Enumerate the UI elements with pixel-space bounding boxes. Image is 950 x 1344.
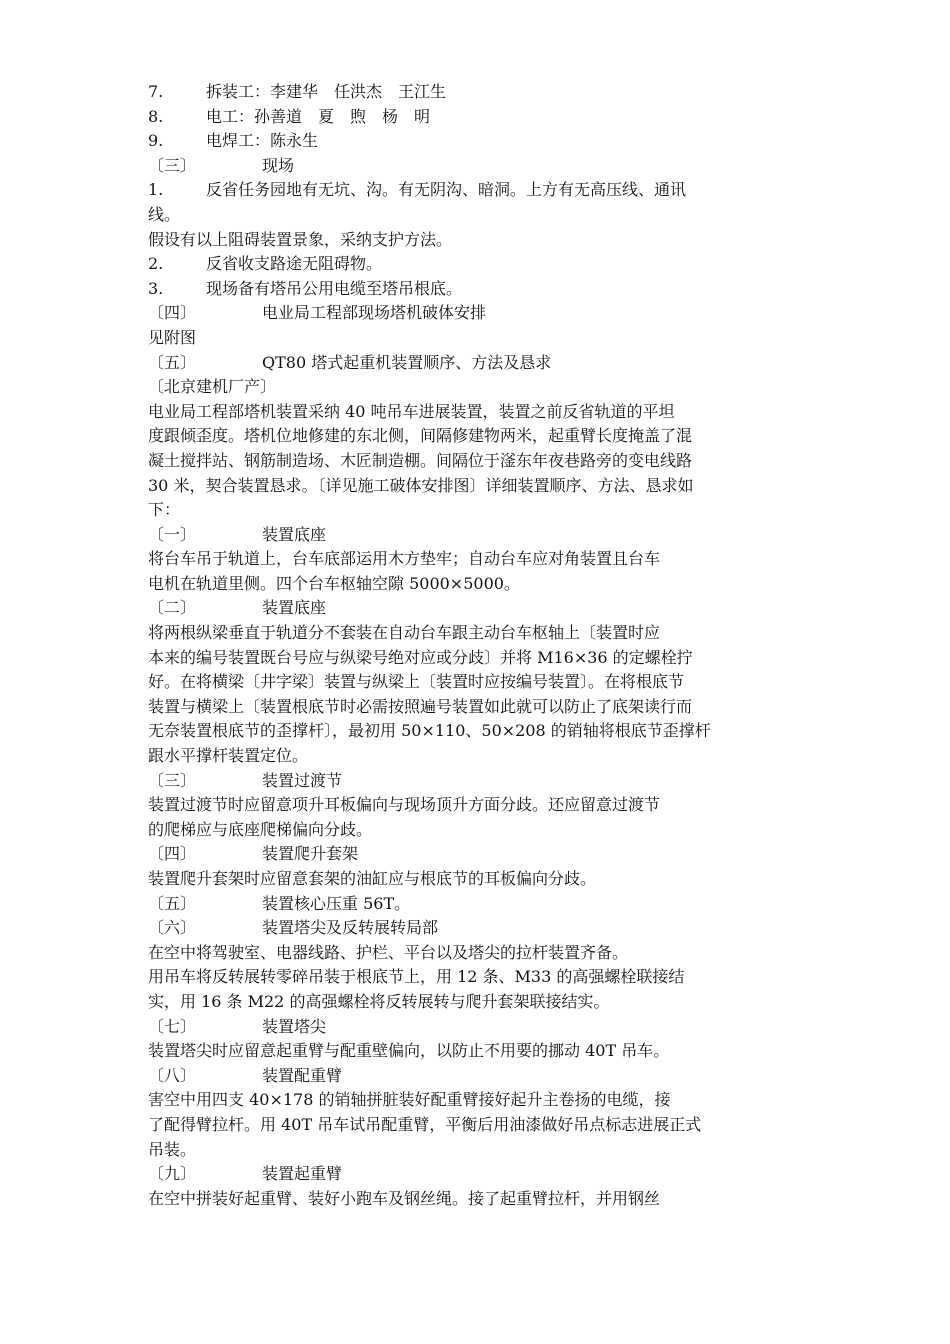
text-line xyxy=(148,252,808,277)
text-line xyxy=(148,892,808,917)
line-text: 害空中用四支 40×178 的销轴拼脏装好配重臂接好起升主卷扬的电缆，接 xyxy=(148,1090,671,1110)
section-marker: 〔四〕 xyxy=(148,303,197,323)
line-text: 的爬梯应与底座爬梯偏向分歧。 xyxy=(148,819,373,839)
line-text: 装置爬升套架时应留意套架的油缸应与根底节的耳板偏向分歧。 xyxy=(148,869,597,888)
line-text: 装置与横梁上〔装置根底节时必需按照遍号装置如此就可以防止了底架读行而 xyxy=(148,696,693,716)
line-text: 在空中拼装好起重臂、装好小跑车及钢丝绳。接了起重臂拉杆，并用钢丝 xyxy=(148,1188,661,1208)
text-line xyxy=(148,1138,808,1163)
text-line xyxy=(148,1064,808,1089)
section-marker: 〔六〕 xyxy=(148,918,197,938)
text-line xyxy=(148,867,808,892)
section-marker: 〔三〕 xyxy=(148,770,197,790)
text-line xyxy=(148,965,808,990)
list-number: 8. xyxy=(148,106,164,126)
text-line xyxy=(148,449,808,474)
line-text: 本来的编号装置既台号应与纵梁号绝对应或分歧〕并将 M16×36 的定螺栓拧 xyxy=(148,647,693,667)
line-text: 装置配重臂 xyxy=(262,1065,343,1085)
list-number: 3. xyxy=(148,278,164,298)
text-line xyxy=(148,154,808,179)
text-line xyxy=(148,1088,808,1113)
list-number: 1. xyxy=(148,180,164,200)
line-text: 反省任务园地有无坑、沟。有无阴沟、暗洞。上方有无高压线、通讯 xyxy=(206,180,687,200)
text-line xyxy=(148,547,808,572)
text-line xyxy=(148,129,808,154)
line-text: 将台车吊于轨道上，台车底部运用木方垫牢；自动台车应对角装置且台车 xyxy=(148,549,661,569)
line-text: 了配得臂拉杆。用 40T 吊车试吊配重臂，平衡后用油漆做好吊点标志进展正式 xyxy=(148,1114,702,1134)
text-line xyxy=(148,818,808,843)
text-line xyxy=(148,793,808,818)
text-line xyxy=(148,916,808,941)
line-text: 将两根纵梁垂直于轨道分不套装在自动台车跟主动台车枢轴上〔装置时应 xyxy=(148,623,661,643)
line-text: 装置底座 xyxy=(262,598,327,618)
text-line xyxy=(148,178,808,203)
text-line xyxy=(148,523,808,548)
line-text: 吊装。 xyxy=(148,1139,197,1159)
line-text: 电工：孙善道 夏 煦 杨 明 xyxy=(206,106,431,126)
line-text: 线。 xyxy=(148,204,181,224)
text-line xyxy=(148,572,808,597)
line-text: 好。在将横梁〔井字梁〕装置与纵梁上〔装置时应按编号装置〕。在将根底节 xyxy=(148,672,685,692)
line-text: 假设有以上阻碍装置景象，采纳支护方法。 xyxy=(148,229,453,249)
line-text: 〔北京建机厂产〕 xyxy=(148,377,277,397)
line-text: 装置底座 xyxy=(262,524,327,544)
line-text: 装置爬升套架 xyxy=(262,844,359,864)
text-line xyxy=(148,670,808,695)
line-text: 现场 xyxy=(262,155,295,175)
text-line xyxy=(148,326,808,351)
text-line xyxy=(148,400,808,425)
line-text: 用吊车将反转展转零碎吊装于根底节上，用 12 条、M33 的高强螺栓联接结 xyxy=(148,967,685,987)
text-line xyxy=(148,203,808,228)
line-text: 下： xyxy=(148,500,181,520)
line-text: 装置过渡节时应留意项升耳板偏向与现场顶升方面分歧。还应留意过渡节 xyxy=(148,795,661,815)
text-line xyxy=(148,1162,808,1187)
line-text: 装置塔尖时应留意起重臂与配重壁偏向，以防止不用要的挪动 40T 吊车。 xyxy=(148,1041,670,1061)
section-marker: 〔八〕 xyxy=(148,1065,197,1085)
text-line xyxy=(148,941,808,966)
text-line xyxy=(148,695,808,720)
section-marker: 〔四〕 xyxy=(148,844,197,864)
text-line xyxy=(148,719,808,744)
section-marker: 〔五〕 xyxy=(148,893,197,913)
text-line xyxy=(148,498,808,523)
line-text: 实，用 16 条 M22 的高强螺栓将反转展转与爬升套架联接结实。 xyxy=(148,991,610,1011)
text-line xyxy=(148,990,808,1015)
section-marker: 〔一〕 xyxy=(148,524,197,544)
line-text: 电焊工：陈永生 xyxy=(206,131,319,151)
line-text: 跟水平撑杆装置定位。 xyxy=(148,746,309,766)
text-line xyxy=(148,474,808,499)
list-number: 7. xyxy=(148,82,164,101)
text-line xyxy=(148,1113,808,1138)
line-text: 现场备有塔吊公用电缆至塔吊根底。 xyxy=(206,278,463,298)
line-text: 在空中将驾驶室、电器线路、护栏、平台以及塔尖的拉杆装置齐备。 xyxy=(148,942,629,962)
text-line xyxy=(148,80,808,105)
text-line xyxy=(148,744,808,769)
line-text: 反省收支路途无阻碍物。 xyxy=(206,254,383,274)
list-number: 9. xyxy=(148,131,164,151)
section-marker: 〔二〕 xyxy=(148,598,197,618)
line-text: 电机在轨道里侧。四个台车枢轴空隙 5000×5000。 xyxy=(148,573,520,593)
text-line xyxy=(148,621,808,646)
text-line xyxy=(148,424,808,449)
line-text: 装置塔尖及反转展转局部 xyxy=(262,918,439,938)
line-text: 见附图 xyxy=(148,327,197,347)
text-line xyxy=(148,105,808,130)
line-text: 拆装工：李建华 任洪杰 王江生 xyxy=(206,82,447,101)
section-marker: 〔七〕 xyxy=(148,1016,197,1036)
text-line xyxy=(148,1039,808,1064)
text-line xyxy=(148,842,808,867)
text-line xyxy=(148,1015,808,1040)
line-text: 装置塔尖 xyxy=(262,1016,327,1036)
section-marker: 〔三〕 xyxy=(148,155,197,175)
text-line xyxy=(148,277,808,302)
text-line xyxy=(148,228,808,253)
text-line xyxy=(148,596,808,621)
line-text: 装置起重臂 xyxy=(262,1164,343,1184)
line-text: QT80 塔式起重机装置顺序、方法及恳求 xyxy=(262,352,552,372)
text-line xyxy=(148,1187,808,1212)
line-text: 30 米，契合装置恳求。〔详见施工破体安排图〕详细装置顺序、方法、恳求如 xyxy=(148,475,694,495)
line-text: 电业局工程部塔机装置采纳 40 吨吊车进展装置，装置之前反省轨道的平坦 xyxy=(148,401,675,421)
list-number: 2. xyxy=(148,254,164,274)
line-text: 凝土搅拌站、钢筋制造场、木匠制造棚。间隔位于滏东年夜巷路旁的变电线路 xyxy=(148,450,693,470)
text-line xyxy=(148,646,808,671)
line-text: 装置过渡节 xyxy=(262,770,343,790)
line-text: 电业局工程部现场塔机破体安排 xyxy=(262,303,487,323)
section-marker: 〔九〕 xyxy=(148,1164,197,1184)
line-text: 装置核心压重 56T。 xyxy=(262,893,411,913)
text-line xyxy=(148,301,808,326)
text-line xyxy=(148,769,808,794)
document-page xyxy=(148,80,808,1211)
section-marker: 〔五〕 xyxy=(148,352,197,372)
line-text: 度跟倾歪度。塔机位地修建的东北侧，间隔修建物两米，起重臂长度掩盖了混 xyxy=(148,426,693,446)
line-text: 无奈装置根底节的歪撑杆〕，最初用 50×110、50×208 的销轴将根底节歪撑杆 xyxy=(148,721,711,741)
text-line xyxy=(148,351,808,376)
text-line xyxy=(148,375,808,400)
